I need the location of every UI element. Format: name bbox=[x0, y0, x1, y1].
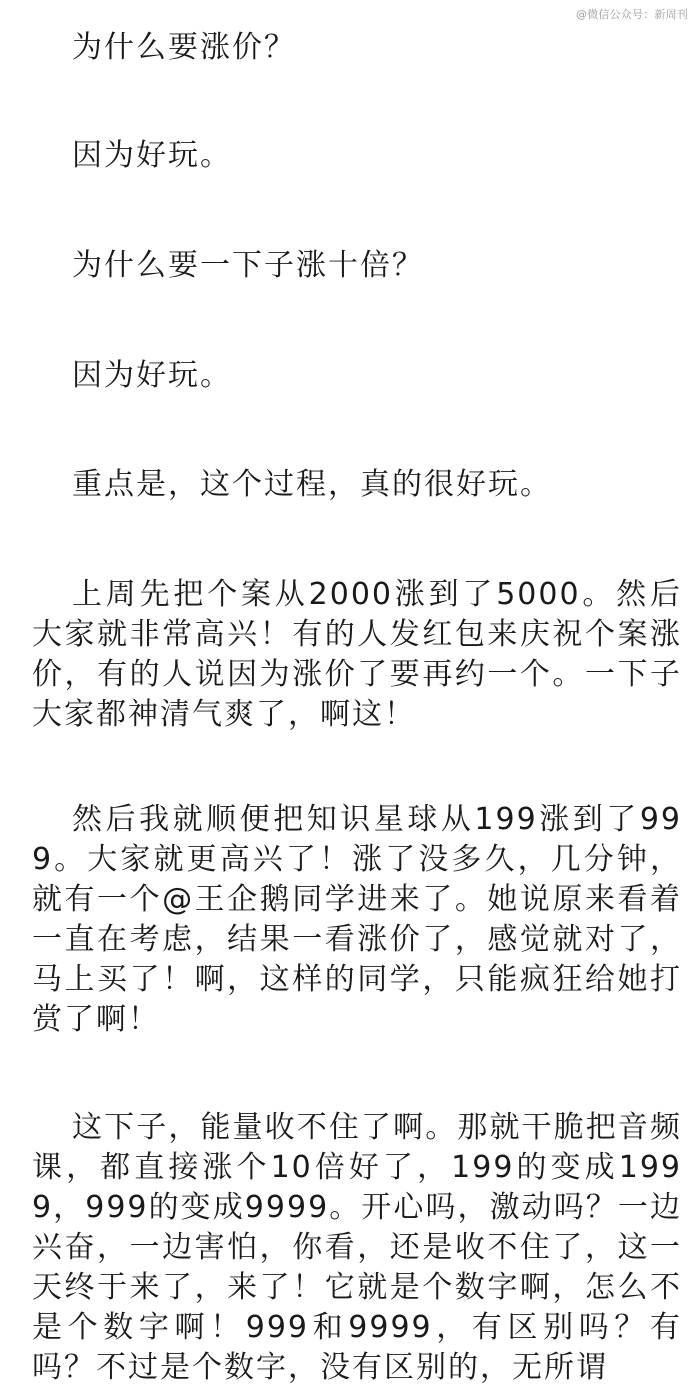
watermark-text: @微信公众号：新周刊 bbox=[576, 8, 688, 21]
paragraph-1: 为什么要涨价？ bbox=[72, 30, 296, 65]
paragraph-4: 因为好玩。 bbox=[72, 358, 232, 393]
paragraph-5: 重点是，这个过程，真的很好玩。 bbox=[72, 467, 552, 502]
paragraph-6: 上周先把个案从2000涨到了5000。然后大家就非常高兴！有的人发红包来庆祝个案涨价，有的人说因为涨价了要再约一个。一下子大家都神清气爽了，啊这！ bbox=[32, 577, 682, 732]
paragraph-8: 这下子，能量收不住了啊。那就干脆把音频课，都直接涨个10倍好了，199的变成1999，999的变成9999。开心吗，激动吗？一边兴奋，一边害怕，你看，还是收不住了，这一天终于来了，来了！它就是个数字啊，怎么不是个数字啊！999和9999，有区别吗？有吗？不过是个数字，没有区别的，无所谓 bbox=[32, 1110, 682, 1385]
paragraph-7: 然后我就顺便把知识星球从199涨到了999。大家就更高兴了！涨了没多久，几分钟，就有一个@王企鹅同学进来了。她说原来看着一直在考虑，结果一看涨价了，感觉就对了，马上买了！啊，这样的同学，只能疯狂给她打赏了啊！ bbox=[32, 802, 682, 1037]
paragraph-3: 为什么要一下子涨十倍？ bbox=[72, 248, 424, 283]
paragraph-2: 因为好玩。 bbox=[72, 138, 232, 173]
